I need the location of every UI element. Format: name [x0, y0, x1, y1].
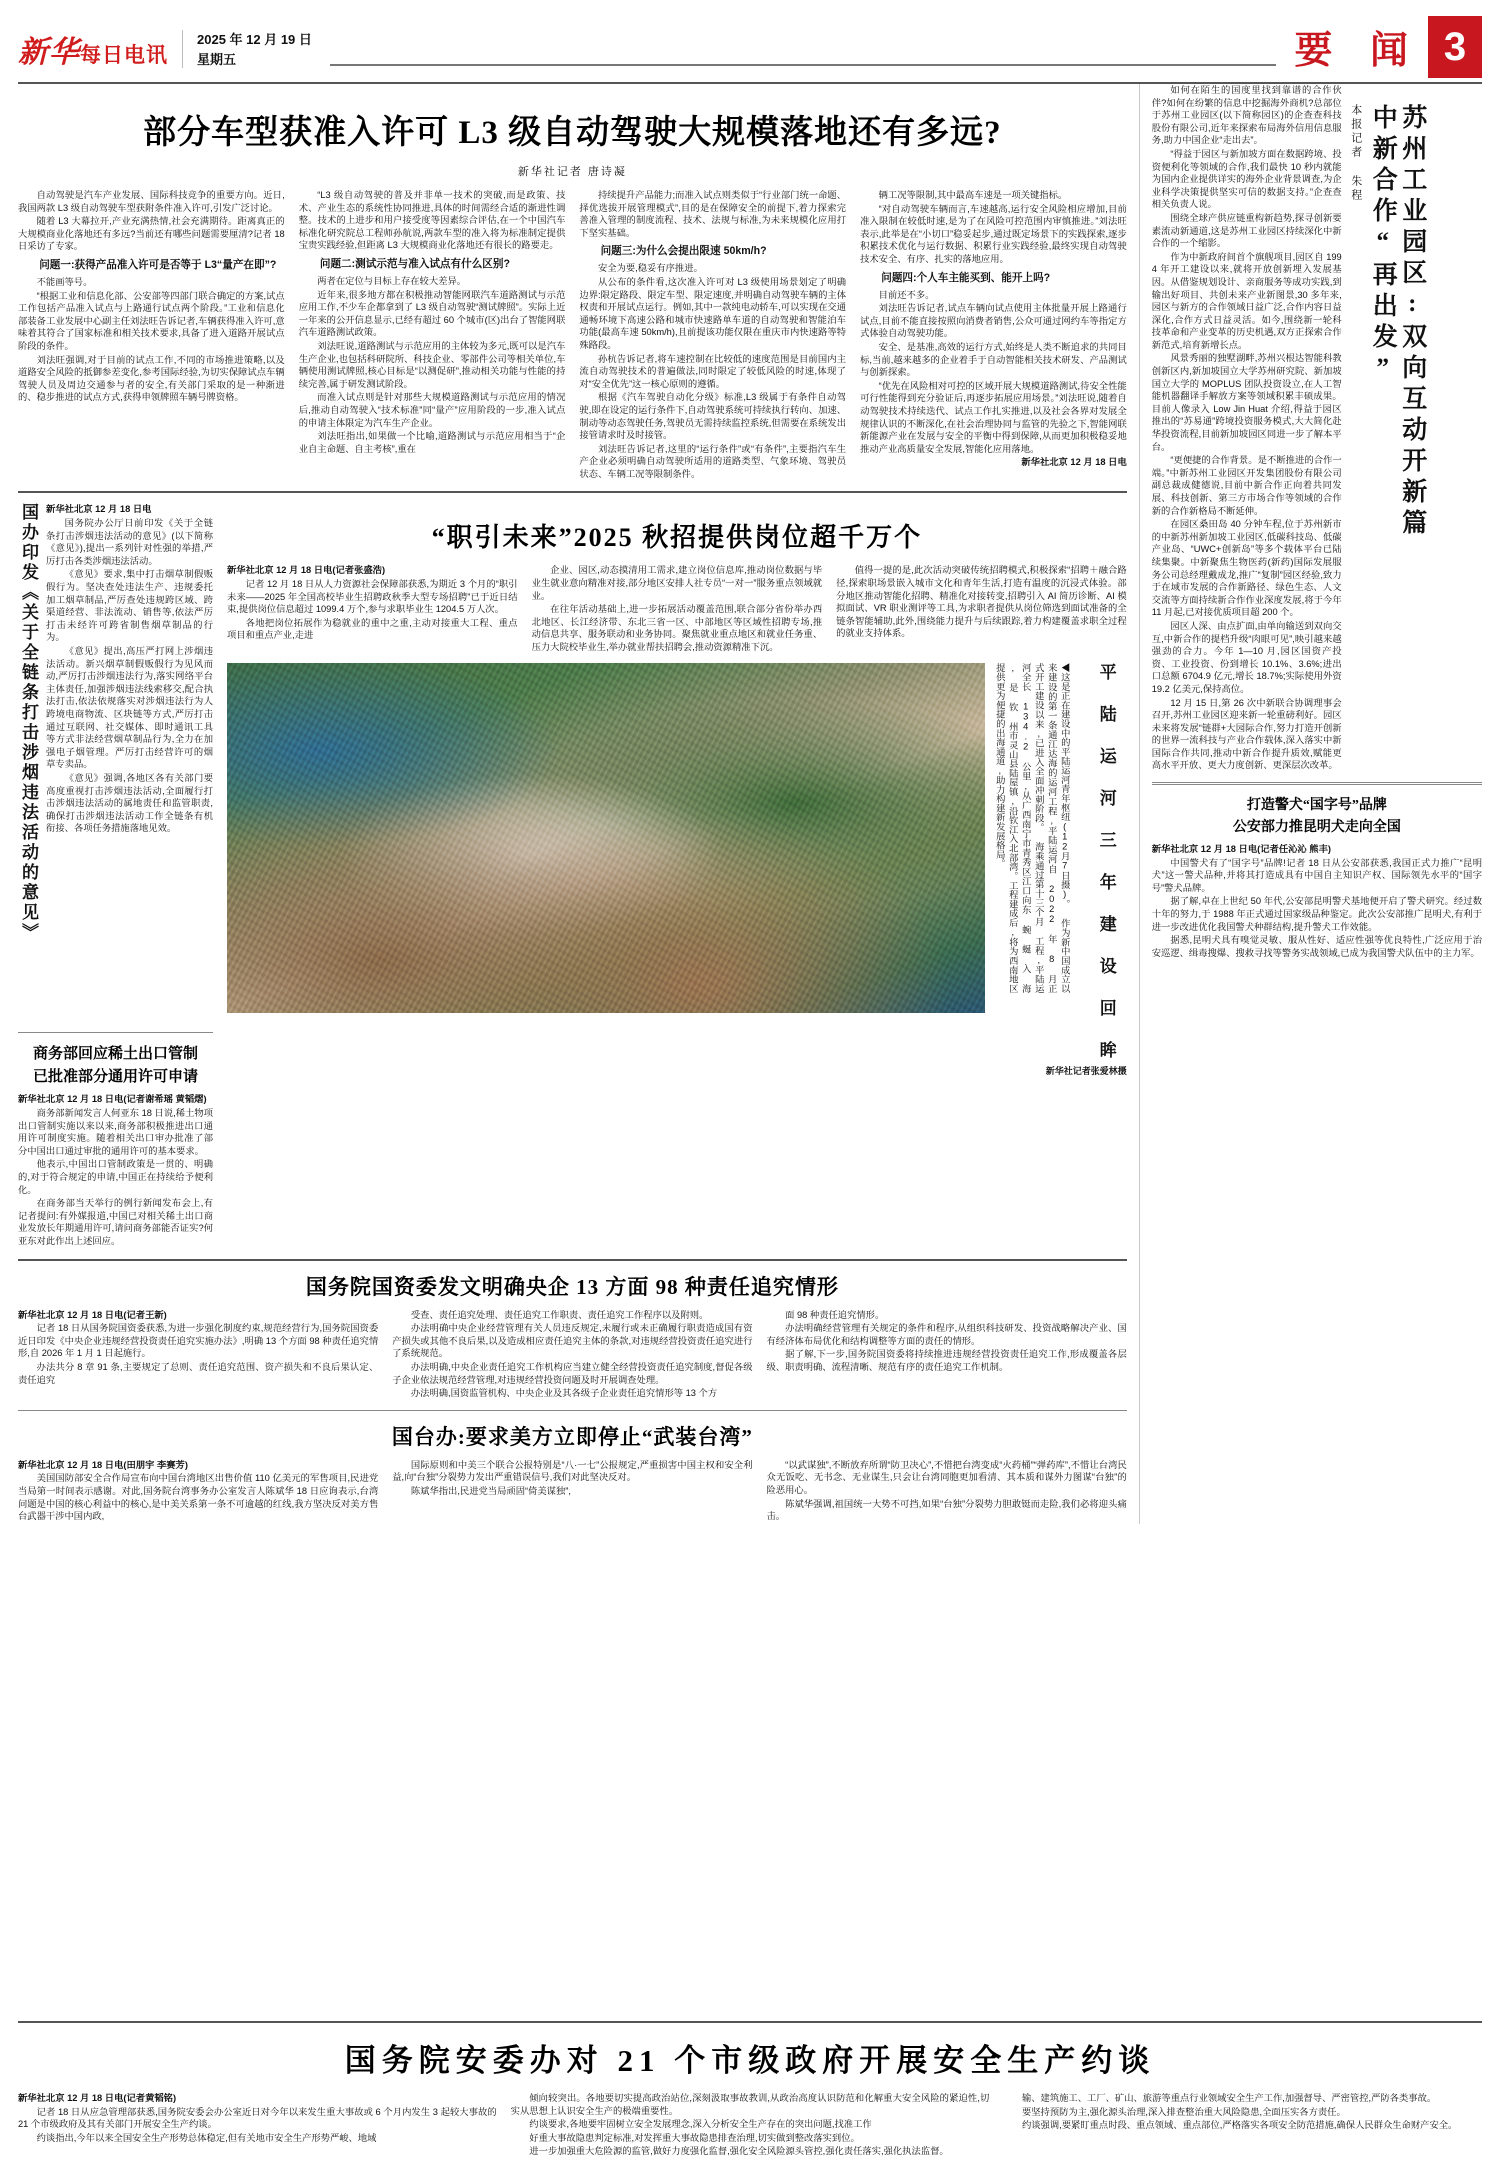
photo-big-caption-block — [1093, 663, 1127, 1061]
dateline: 新华社北京 12 月 18 日电(记者谢希瑶 黄韬熠) — [18, 1094, 207, 1105]
sasac-col-1 — [18, 1309, 378, 1401]
paragraph: 要坚持预防为主,强化源头治理,深入排查整治重大风险隐患,全面压实各方责任。 — [1021, 2106, 1346, 2117]
logo-daily: 每日电讯 — [80, 43, 168, 67]
paragraph: 企业、园区,动态摸清用工需求,建立岗位信息库,推动岗位数据与毕业生就业意向精准对接,部分地区安排人社专员“一对一”服务重点领域就业。 — [531, 565, 823, 601]
paragraph: 两者在定位与目标上存在较大差异。 — [317, 275, 467, 286]
divider-after-lead — [18, 491, 1127, 493]
paragraph — [18, 1093, 213, 1106]
lead-article — [18, 106, 1127, 481]
issue-weekday: 星期五 — [197, 51, 237, 67]
anwei-col-3 — [1003, 2092, 1482, 2159]
dateline: 新华社北京 12 月 18 日电(记者任沁沁 熊丰) — [1151, 844, 1331, 855]
paragraph: 约谈指出,今年以来全国安全生产形势总体稳定,但有关地市安全生产形势严峻、地域 — [36, 2132, 377, 2143]
lead-q1-subhead: 问题一:获得产品准入许可是否等于 L3“量产在即”? — [39, 258, 277, 271]
main-zone — [18, 84, 1127, 1524]
paragraph: 近年来,很多地方都在积极推动智能网联汽车道路测试与示范应用工作,不少车企都拿到了 L3 级自动驾驶“测试牌照”。实际上近一年来的公开信息显示,已经有超过 60 个城市(区)出台了智能网联汽车道路测试政策。 — [298, 289, 566, 338]
paragraph: 不能画等号。 — [36, 276, 93, 287]
anwei-headline: 国务院安委办对 21 个市级政府开展安全生产约谈 — [344, 2043, 1156, 2079]
paragraph: 刘法旺告诉记者,这里的“运行条件”或“有条件”,主要指汽车生产企业必须明确自动驾驶所适用的道路类型、气象环境、驾驶员状态、车辆工况等限制条件。 — [579, 443, 847, 479]
mid-zone — [18, 503, 1127, 1248]
paragraph: 办法明确,中央企业责任追究工作机构应当建立健全经营投资责任追究制度,督促各级子企业依法规范经营管理,对违规经营投资问题及时开展调查处理。 — [392, 1361, 753, 1385]
paragraph — [18, 2092, 497, 2105]
paragraph: 《意见》要求,集中打击烟草制假贩假行为。坚决查处违法生产、违规委托加工烟草制品,严厉查处违规跨区域、跨渠道经营、非法流动、销售等,依法严厉打击未经许可跨省制售烟草制品的行为。 — [46, 569, 213, 643]
paragraph: 记者 12 月 18 日从人力资源社会保障部获悉,为期近 3 个月的“职引未来——2025 年全国高校毕业生招聘政秋季大型专场招聘”已于近日结束,提供岗位信息超过 1099.4 万个,参与求职毕业生 1204.5 万人次。 — [227, 579, 518, 615]
lead-col-3 — [579, 189, 846, 481]
paragraph: 办法明确中央企业经营管理有关人员违反规定,未履行或未正确履行职责造成国有资产损失或其他不良后果,以及造成相应责任追究主体的条款,对违规经营投资责任追究进行了系统规范。 — [392, 1323, 753, 1359]
zhiyin-and-photo — [227, 503, 1127, 1248]
photo-caption-text: ◀这是正在建设中的平陆运河青年枢纽(12月7日摄)。 作为新中国成立以来建设的第一条通江达海的运河工程,平陆运河自 2022 年 8 月正式开工建设以来,已进入全面冲刺阶段。 海乘通过第十三个月 工程,平陆运河全长 134.2 公里,从广西南宁市青秀区江口向东 蜿 蜒 入 海 , 是 钦 州市灵山县陆屋镇,沿钦江入北部湾。工程建成后,将为西南地区提供更为便捷的出海通道,助力构建新发展格局。 — [994, 662, 1070, 993]
aerial-canal-photo — [227, 663, 985, 1013]
dateline: 新华社北京 12 月 18 日电(记者王新) — [18, 1309, 167, 1320]
paragraph: 陈斌华指出,民进党当局顽固“倚美谋独”, — [410, 1485, 571, 1496]
suzhou-body — [1152, 84, 1342, 773]
zhiyin-columns — [227, 564, 1127, 654]
paragraph: 输、建筑施工、工厂、矿山、旅游等重点行业领域安全生产工作,加强督导、严密管控,严防各类事故。 — [1021, 2093, 1437, 2104]
masthead-date-block — [197, 30, 312, 78]
divider-after-sasac — [18, 1410, 1127, 1411]
paragraph: 美国国防部安全合作局宣布向中国台湾地区出售价值 110 亿美元的军售项目,民进党当局第一时间表示感谢。对此,国务院台湾事务办公室发言人陈斌华 18 日应询表示,台湾问题是中国的核心利益中的核心,是中美关系第一条不可逾越的红线,我方坚决反对美方售台武器干涉中国内政, — [18, 1473, 379, 1522]
paragraph — [1152, 843, 1482, 856]
paragraph: 根据《汽车驾驶自动化分级》标准,L3 级属于有条件自动驾驶,即在设定的运行条件下,自动驾驶系统可持续执行转向、加速、制动等动态驾驶任务,驾驶员无需持续监控系统,但需要在系统发出接管请求时及时接管。 — [579, 392, 847, 441]
paragraph: 随着 L3 大幕拉开,产业充满热情,社会充满期待。距离真正的大规模商业化落地还有多远?当前还有哪些问题需要厘清?记者 18 日采访了专家。 — [18, 216, 285, 252]
divider-after-mid — [18, 1259, 1127, 1261]
police-dog-article — [1152, 794, 1482, 959]
paragraph: 而准入试点则是针对那些大规模道路测试与示范应用的情况后,推动自动驾驶入“技术标准”同“量产”应用阶段的一步,准入试点的申请主体限定为汽车生产企业。 — [298, 392, 566, 428]
paragraph: 办法共分 8 章 91 条,主要规定了总则、责任追究范围、资产损失和不良后果认定、责任追究 — [18, 1361, 379, 1385]
paragraph: 商务部新闻发言人何亚东 18 日说,稀土物项出口管制实施以来以来,商务部积极推进出口通用许可制度实施。随着相关出口审办批准了部分中国出口通过审批的通用许可的基本要求。 — [18, 1108, 213, 1156]
paragraph: 进一步加强重大危险源的监管,做好力度强化监督,强化安全风险源头管控,强化责任落实,强化执法监督。 — [529, 2146, 949, 2157]
paragraph: 值得一提的是,此次活动突破传统招聘模式,积极探索“招聘＋融合路径,探索职场景嵌入城市文化和青年生活,打造有温度的沉浸式体验。部分地区推动智能化招聘、精准化对接转变,招聘引入 AI 简历诊断、AI 模拟面试、VR 职业测评等工具,为求职者提供从岗位筛选到面试准备的全链条智能辅助,此外,围绕能力提升与后续跟踪,着力构建覆盖求职全过程的就业支持体系。 — [836, 565, 1127, 639]
photo-frame — [227, 663, 985, 1013]
paragraph: 风景秀丽的独墅湖畔,苏州兴根达智能科教创新区内,新加坡国立大学苏州研究院、新加坡国立大学的 MOPLUS 团队投资设立,在人工智能机器翻译手解放方案等领域积累丰硕成果。目前人像录入 Low Jin Huat 介绍,得益于园区推出的“苏易通”跨境投资服务模式,大大简化赴华投资流程,目前新加坡园区同进一步了解本平台。 — [1151, 353, 1342, 452]
guobanfa-headline: 国办印发《关于全链条打击涉烟违法活动的意见》 — [19, 503, 39, 944]
paragraph: 孙杭告诉记者,将车速控制在比较低的速度范围是目前国内主流自动驾驶技术的普遍做法,同时限定了较低风险的时速,体现了对“安全优先”这一核心原则的遵循。 — [579, 353, 847, 389]
taiwan-col-1 — [18, 1459, 378, 1524]
sasac-columns — [18, 1309, 1127, 1401]
commerce-body — [18, 1093, 213, 1247]
paragraph: 辆工况等限制,其中最高车速是一项关键指标。 — [878, 190, 1068, 200]
paragraph: 面 98 种责任追究情形。 — [785, 1309, 885, 1320]
anwei-col-2 — [511, 2092, 990, 2159]
paragraph: 在往年活动基础上,进一步拓展活动覆盖范围,联合部分省份举办西北地区、长江经济带、东北三省一区、中部地区等区域性招聘专场,推动信息共享、服务联动和业务协同。聚焦就业重点地区和就业任务重、压力大院校毕业生,举办就业帮扶招聘会,推动资源精准下沉。 — [531, 604, 823, 653]
page-number-badge: 3 — [1428, 16, 1482, 78]
lead-col-2 — [299, 189, 566, 481]
section-title: 要 闻 — [1294, 30, 1422, 72]
guobanfa-article — [18, 503, 213, 1248]
lead-byline: 新华社记者 唐诗凝 — [517, 166, 627, 178]
paragraph: “以武谋独”,不断放弃所谓“防卫决心”,不惜把台湾变成“火药桶”“弹药库”,不惜让台湾民众无饭吃、无书念、无业谋生,只会让台湾同胞更加看清、其本质和谋外力图谋“台独”的险恶用心。 — [766, 1459, 1127, 1495]
paragraph: 记者 18 日从应急管理部获悉,国务院安委会办公室近日对今年以来发生重大事故或 6 个月内发生 3 起较大事故的 21 个市级政府及其有关部门开展安全生产约谈。 — [18, 2106, 497, 2130]
paragraph: 据了解,下一步,国务院国资委将持续推进违规经营投资责任追究工作,形成覆盖各层级、职责明确、流程清晰、规范有序的责任追究工作机制。 — [766, 1349, 1127, 1372]
paragraph — [46, 503, 213, 516]
paragraph: 据悉,昆明犬具有嗅觉灵敏、服从性好、适应性强等优良特性,广泛应用于治安巡逻、缉毒搜爆、搜救寻找等警务实战领域,已成为我国警犬队伍中的主力军。 — [1151, 935, 1482, 958]
sasac-col-2 — [392, 1309, 752, 1401]
paragraph: 目前还不多。 — [878, 289, 935, 300]
anwei-article — [18, 2011, 1482, 2159]
masthead — [18, 0, 1482, 78]
police-dog-body — [1152, 843, 1482, 959]
commerce-article — [18, 1042, 213, 1247]
taiwan-headline: 国台办:要求美方立即停止“武装台湾” — [391, 1424, 753, 1449]
suzhou-subtitle: 本报记者 朱程 — [1349, 104, 1362, 203]
police-dog-headline-2: 公安部力推昆明犬走向全国 — [1232, 820, 1401, 836]
lead-credit: 新华社北京 12 月 18 日电 — [1021, 457, 1127, 468]
publication-logo — [18, 38, 168, 78]
guobanfa-body — [46, 503, 213, 835]
lead-columns — [18, 189, 1127, 481]
paragraph: 12 月 15 日,第 26 次中新联合协调理事会召开,苏州工业园区迎来新一轮重磅利好。园区未来将发展“链群+大园际合作,努力打造开创新的世界一流科技与产业合作载体,深入落实中新国际合作共同,推动中新合作提升质效,赋能更高水平开放、更大力度创新、更深层次改革。 — [1151, 697, 1342, 771]
lead-col-1 — [18, 189, 285, 481]
paragraph: 中国警犬有了“国字号”品牌!记者 18 日从公安部获悉,我国正式力推广“昆明犬”这一警犬品种,并将其打造成具有中国自主知识产权、国际领先水平的“国字号”警犬品牌。 — [1151, 857, 1482, 893]
suzhou-feature — [1152, 84, 1482, 773]
anwei-columns — [18, 2092, 1482, 2159]
paragraph: “优先在风险相对可控的区域开展大规模道路测试,待安全性能可行性能得到充分验证后,再逐步拓展应用场景。”刘法旺说,随着自动驾驶技术持续迭代、试点工作扎实推进,以及社会各界对发展全规律认识的不断深化,在社会治理协同与监管的先验之下,智能网联新能源产业在发展与安全的平衡中得到保障,从而更加积极稳妥地推动产业高质量安全发展,智能化应用落地。 — [860, 380, 1127, 454]
paragraph: 受查、责任追究处理、责任追究工作职责、责任追究工作程序以及附则。 — [410, 1309, 709, 1320]
dateline: 新华社北京 12 月 18 日电(记者黄韬铭) — [18, 2093, 177, 2104]
paragraph: 自动驾驶是汽车产业发展、国际科技竞争的重要方向。近日,我国两款 L3 级自动驾驶车型获附条件准入许可,引发广泛讨论。 — [18, 190, 285, 213]
paragraph: 在商务部当天举行的例行新闻发布会上,有记者提问:有外媒报道,中国已对相关稀土出口商业发放长年期通用许可,请问商务部能否证实?何亚东对此作出上述回应。 — [18, 1198, 213, 1246]
paragraph: 好重大事故隐患判定标准,对发挥重大事故隐患排查治理,切实做到整改落实到位。 — [529, 2132, 860, 2143]
commerce-headline-1: 商务部回应稀土出口管制 — [32, 1046, 198, 1063]
paragraph: “对自动驾驶车辆而言,车速越高,运行安全风险相应增加,目前准入限制在较低时速,是为了在风险可控范围内审慎推进。”刘法旺表示,此举是在“小切口”稳妥起步,通过既定场景下的实践探索,逐步积累技术优化与运行数据、积累行业实践经验,最终实现自动驾驶技术安全、有序、扎实的落地应用。 — [860, 203, 1127, 264]
masthead-rule — [330, 64, 1277, 66]
sasac-col-3 — [767, 1309, 1127, 1401]
lead-q2-subhead: 问题二:测试示范与准入试点有什么区别? — [319, 257, 510, 270]
paragraph: 从公布的条件看,这次准入许可对 L3 级使用场景划定了明确边界:限定路段、限定车型、限定速度,并明确自动驾驶车辆的主体权责和开展试点运行。例如,其中一款纯电动轿车,可以实现在交通通畅环境下高速公路和城市快速路单车道的自动驾驶和智能泊车功能(最高车速 50km/h),且前提该功能仅限在重庆市内快速路等特殊路段。 — [579, 276, 847, 350]
dateline: 新华社北京 12 月 18 日电(记者张盛浩) — [227, 565, 386, 576]
paragraph: 约谈强调,要紧盯重点时段、重点领域、重点部位,严格落实各项安全防范措施,确保人民群众生命财产安全。 — [1021, 2120, 1458, 2131]
photo-big-caption: 平 陆 运 河 三 年 建 设 回 眸 — [1096, 662, 1116, 1061]
paragraph: “更便捷的合作背景。是不断推进的合作一端。”中新苏州工业园区开发集团股份有限公司副总裁成健德说,目前中新合作正向着共同发展、科技创新、第三方市场合作等领域的合作新的合作新格局不断延伸。 — [1151, 455, 1342, 516]
taiwan-article — [18, 1421, 1127, 1524]
lead-col-4 — [860, 189, 1127, 481]
paragraph: 如何在陌生的国度里找到靠谱的合作伙伴?如何在纷繁的信息中挖掘海外商机?总部位于苏州工业园区(以下简称园区)的企查查科技股份有限公司,近年来探索布局海外信用信息服务,助力中国企业“走出去”。 — [1151, 85, 1342, 146]
paragraph: 记者 18 日从国务院国资委获悉,为进一步强化制度约束,规范经营行为,国务院国资委近日印发《中央企业违规经营投资责任追究实施办法》,明确 13 个方面 98 种责任追究情形,自 2026 年 1 月 1 日起施行。 — [18, 1323, 379, 1359]
photo-caption-block — [993, 663, 1085, 1061]
police-dog-headline-1: 打造警犬“国字号”品牌 — [1246, 798, 1387, 814]
paragraph: 安全为要,稳妥有序推进。 — [597, 263, 703, 274]
paragraph: 园区人深、由点扩面,由单向输送到双向交互,中新合作的提档升级“肉眼可见”,映引越来越强劲的合力。今年 1—10 月,园区国资产投资、工业投资、份到增长 10.1%、3.6%;进出口总额 6704.9 亿元,增长 18.7%;实际使用外资 19.2 亿美元,保持高位。 — [1151, 620, 1342, 694]
sasac-article — [18, 1271, 1127, 1401]
commerce-headline-2: 已批准部分通用许可申请 — [32, 1069, 198, 1086]
issue-date: 2025 年 12 月 19 日 — [197, 31, 312, 47]
taiwan-col-3 — [767, 1459, 1127, 1524]
dateline: 新华社北京 12 月 18 日电(田朋宇 李赛芳) — [18, 1459, 188, 1470]
paragraph: 国际原则和中美三个联合公报特别是“八·一七”公报规定,严重损害中国主权和安全利益,向“台独”分裂势力发出严重错误信号,我们对此坚决反对。 — [392, 1459, 753, 1483]
paragraph: 作为中新政府间首个旗舰项目,园区自 1994 年开工建设以来,就将开放创新埋入发展基因。从借鉴规划设计、亲商服务等成功实践,到输出好项目、共创未来产业新图景,30 多年来,园区与新方的合作领域日益广泛,合作内容日益深化,合作方式日益灵活。如今,围绕新一轮科技革命和产业变革的历史机遇,双方正探索合作新范式,培育新增长点。 — [1151, 251, 1342, 350]
photo-credit: 新华社记者张爱林摄 — [1045, 1065, 1127, 1076]
lead-q3-subhead: 问题三:为什么会提出限速 50km/h? — [600, 245, 767, 258]
paragraph: 各地把岗位拓展作为稳就业的重中之重,主动对接重大工程、重点项目和重点产业,走进 — [227, 617, 518, 641]
paragraph: 《意见》强调,各地区各有关部门要高度重视打击涉烟违法活动,全面履行打击涉烟违法活动的属地责任和监管职责,确保打击涉烟违法活动工作全链条有机衔接、各项任务措施落地见效。 — [46, 772, 213, 834]
paragraph: “L3 级自动驾驶的普及并非单一技术的突破,而是政策、技术、产业生态的系统性协同推进,具体的时间需经合适的渐进性调整。技术的上进步和用户接受度等因素综合评估,在一个中国汽车标准化研究院总工程师孙航说,两款车型的准入将为标准制定提供宝贵实践经验,但距离 L3 大规模商业化落地还有很长的路要走。 — [298, 190, 566, 251]
sasac-headline: 国务院国资委发文明确央企 13 方面 98 种责任追究情形 — [305, 1274, 839, 1299]
anwei-col-1 — [18, 2092, 497, 2159]
paragraph — [18, 1309, 378, 1322]
paragraph: “根据工业和信息化部、公安部等四部门联合确定的方案,试点工作包括产品准入试点与上路通行试点两个阶段。”工业和信息化部装备工业发展中心副主任刘法旺告诉记者,车辆获得准入许可,意味着其符合了国家标准和相关技术要求,具备了进入道路开展试点阶段的条件。 — [18, 290, 285, 351]
lead-headline: 部分车型获准入许可 L3 级自动驾驶大规模落地还有多远? — [143, 115, 1002, 151]
paragraph: 围绕全球产供应链重构新趋势,探寻创新要素流动新通道,这是苏州工业园区持续深化中新合作的一个缩影。 — [1151, 212, 1342, 249]
paragraph: 据了解,卓在上世纪 50 年代,公安部昆明警犬基地便开启了警犬研究。经过数十年的努力,于 1988 年正式通过国家级品种鉴定。此次公安部推广昆明犬,有利于进一步改进优化我国警犬种群结构,提升警犬工作效能。 — [1151, 896, 1482, 932]
paragraph: 约谈要求,各地要牢固树立安全发展理念,深入分析安全生产存在的突出问题,找准工作 — [529, 2119, 872, 2130]
taiwan-columns — [18, 1459, 1127, 1524]
zhiyin-col-1 — [227, 564, 518, 654]
right-zone — [1139, 84, 1482, 1524]
divider-before-anwei — [18, 2021, 1482, 2023]
paragraph: 办法明确,国资监管机构、中央企业及其各级子企业责任追究情形等 13 个方 — [410, 1388, 718, 1399]
page-body — [18, 84, 1482, 1524]
paragraph: 国务院办公厅日前印发《关于全链条打击涉烟违法活动的意见》(以下简称《意见》),提出一系列针对性强的举措,严厉打击各类涉烟违法活动。 — [46, 518, 213, 566]
paragraph: 在园区桑田岛 40 分钟车程,位于苏州新市的中新苏州新加坡工业园区,低碳科技岛、低碳产业岛、“UWC+创新岛”等多个载体平台已陆续集聚。中新聚焦生物医药(新药)国际发展服务公司总经理戴成龙,推广“复制”园区经验,致力于在域市发展的合作新路径、绿色生态、人文交流等方面持续新合作作业深度发展,将于今年 11 月起,已对接优质项目超 200 个。 — [1151, 519, 1342, 618]
masthead-divider — [182, 30, 183, 68]
taiwan-col-2 — [392, 1459, 752, 1524]
paragraph: 持续提升产品能力;而准入试点则类似于“行业部门统一命题、择优选拔开展管理模式”,目的是在保障安全的前提下,着力探索完善准入管理的制度流程、技术、法规与标准,为未来规模化应用打下坚实基础。 — [579, 190, 847, 238]
paragraph: 安全、是基准,高效的运行方式,始终是人类不断追求的共同目标,当前,越来越多的企业着手于自动智能相关技术研发、产品测试与创新探索。 — [860, 341, 1127, 378]
paragraph: 他表示,中国出口管制政策是一贯的、明确的,对于符合规定的申请,中国正在持续给予便利化。 — [18, 1159, 213, 1195]
zhiyin-col-2 — [532, 564, 823, 654]
suzhou-headline: 苏州工业园区:双向互动开新篇 中新合作“再出发” — [1369, 104, 1426, 540]
paragraph — [227, 564, 518, 577]
dateline: 新华社北京 12 月 18 日电 — [46, 504, 152, 515]
lead-q4-subhead: 问题四:个人车主能买到、能开上吗? — [881, 271, 1051, 284]
paragraph: 陈斌华强调,祖国统一大势不可挡,如果“台独”分裂势力胆敢铤而走险,我们必将迎头痛击。 — [766, 1498, 1127, 1522]
logo-xinhua: 新华 — [18, 36, 80, 69]
paragraph: 倾向较突出。各地要切实提高政治站位,深刻汲取事故教训,从政治高度认识防范和化解重大安全风险的紧迫性,切实从思想上认识安全生产的极端重要性。 — [510, 2093, 990, 2116]
paragraph: 《意见》提出,高压严打网上涉烟违法活动。新兴烟草制假贩假行为见风而动,严厉打击涉烟违法行为,落实网络平台主体责任,加强涉烟违法线索移交,配合执法打击,依法依规落实对涉烟违法行为人跨境电商物流、区块链等方式,严厉打击通过互联网、社交媒体、即时通讯工具等方式非法经营烟草制品行为,全力在加强电子烟管理。严厉打击经营许可的烟草专卖品。 — [46, 646, 213, 770]
paragraph: 刘法旺告诉记者,试点车辆向试点使用主体批量开展上路通行试点,目前不能直接按照向消费者销售,公众可通过网约车等指定方式体验自动驾驶功能。 — [860, 303, 1127, 339]
paragraph: 刘法旺说,道路测试与示范应用的主体较为多元,既可以是汽车生产企业,也包括科研院所、科技企业、零部件公司等相关单位,车辆使用测试牌照,核心目标是“以测促研”,推动相关功能与性能的持续完善,属于研发测试阶段。 — [298, 340, 566, 389]
paragraph: 刘法旺指出,如果做一个比喻,道路测试与示范应用相当于“企业自主命题、自主考核”,重在 — [298, 431, 566, 454]
divider-police-dog — [1152, 782, 1482, 785]
paragraph: “得益于园区与新加坡方面在数据跨境、投资便利化等领域的合作,我们最快 10 秒内就能为国内企业提供详实的海外企业背景调查,为企业科学决策提供坚实可信的数据支持。”企查查相关负责人说。 — [1151, 148, 1342, 210]
suzhou-title-block — [1348, 84, 1427, 574]
zhiyin-headline: “职引未来”2025 秋招提供岗位超千万个 — [431, 523, 923, 553]
paragraph — [18, 1459, 378, 1472]
photo-block — [227, 663, 1127, 1061]
divider-commerce — [18, 1032, 213, 1033]
paragraph: 办法明确经营管理有关规定的条件和程序,从组织科技研发、投资战略解决产业、国有经济体布局优化和结构调整等方面的责任的情形。 — [766, 1323, 1127, 1346]
zhiyin-col-3 — [836, 564, 1127, 654]
paragraph: 刘法旺强调,对于目前的试点工作,不同的市场推进策略,以及道路安全风险的抵御参差变化,参考国际经验,为切实保障试点车辆驾驶人员及周边交通参与者的安全,有关部门采取的是一种渐进的、稳步推进的试点方式,获得申领牌照车辆号牌资格。 — [18, 354, 285, 403]
